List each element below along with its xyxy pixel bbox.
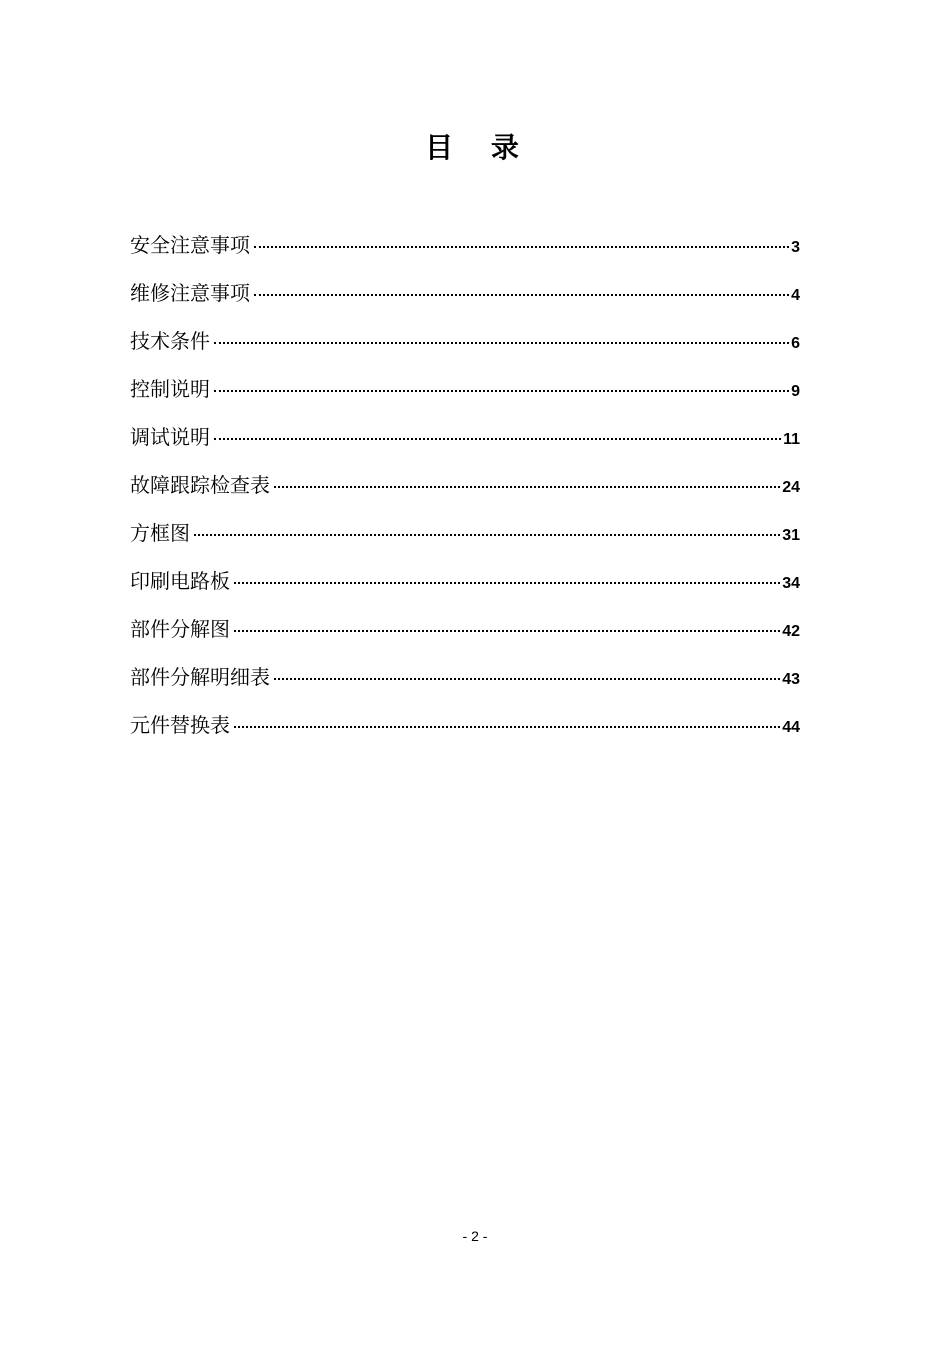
toc-entry-service-precautions[interactable] — [130, 272, 800, 320]
dot-leader — [214, 437, 781, 440]
toc-entry-safety[interactable] — [130, 224, 800, 272]
toc-entry-label: 技术条件 — [130, 329, 210, 353]
table-of-contents — [130, 224, 800, 752]
toc-entry-page-number: 24 — [782, 479, 800, 496]
toc-entry-exploded-view[interactable] — [130, 608, 800, 656]
toc-entry-label: 控制说明 — [130, 377, 210, 401]
toc-entry-label: 安全注意事项 — [130, 233, 250, 257]
toc-entry-label: 故障跟踪检查表 — [130, 473, 270, 497]
toc-entry-block-diagram[interactable] — [130, 512, 800, 560]
page-number-footer: - 2 - — [462, 1228, 488, 1244]
toc-entry-page-number: 44 — [782, 719, 800, 736]
toc-entry-page-number: 9 — [791, 383, 800, 400]
toc-entry-controls[interactable] — [130, 368, 800, 416]
dot-leader — [234, 629, 780, 632]
toc-entry-specifications[interactable] — [130, 320, 800, 368]
toc-entry-page-number: 4 — [791, 287, 800, 304]
dot-leader — [214, 341, 789, 344]
toc-entry-page-number: 42 — [782, 623, 800, 640]
dot-leader — [234, 725, 780, 728]
toc-entry-label: 部件分解图 — [130, 617, 230, 641]
dot-leader — [214, 389, 789, 392]
toc-entry-page-number: 31 — [782, 527, 800, 544]
toc-entry-label: 元件替换表 — [130, 713, 230, 737]
toc-entry-page-number: 34 — [782, 575, 800, 592]
page-title: 目 录 — [425, 131, 533, 164]
toc-entry-page-number: 6 — [791, 335, 800, 352]
dot-leader — [254, 293, 789, 296]
toc-entry-label: 印刷电路板 — [130, 569, 230, 593]
toc-entry-page-number: 3 — [791, 239, 800, 256]
dot-leader — [274, 677, 780, 680]
dot-leader — [194, 533, 780, 536]
toc-entry-label: 方框图 — [130, 521, 190, 545]
toc-entry-exploded-parts-list[interactable] — [130, 656, 800, 704]
dot-leader — [234, 581, 780, 584]
dot-leader — [254, 245, 789, 248]
toc-entry-label: 维修注意事项 — [130, 281, 250, 305]
toc-entry-adjustments[interactable] — [130, 416, 800, 464]
toc-entry-label: 部件分解明细表 — [130, 665, 270, 689]
toc-entry-pcb[interactable] — [130, 560, 800, 608]
dot-leader — [274, 485, 780, 488]
toc-entry-troubleshooting[interactable] — [130, 464, 800, 512]
toc-entry-replacement-parts[interactable] — [130, 704, 800, 752]
toc-entry-page-number: 11 — [783, 431, 800, 448]
toc-entry-label: 调试说明 — [130, 425, 210, 449]
toc-entry-page-number: 43 — [782, 671, 800, 688]
